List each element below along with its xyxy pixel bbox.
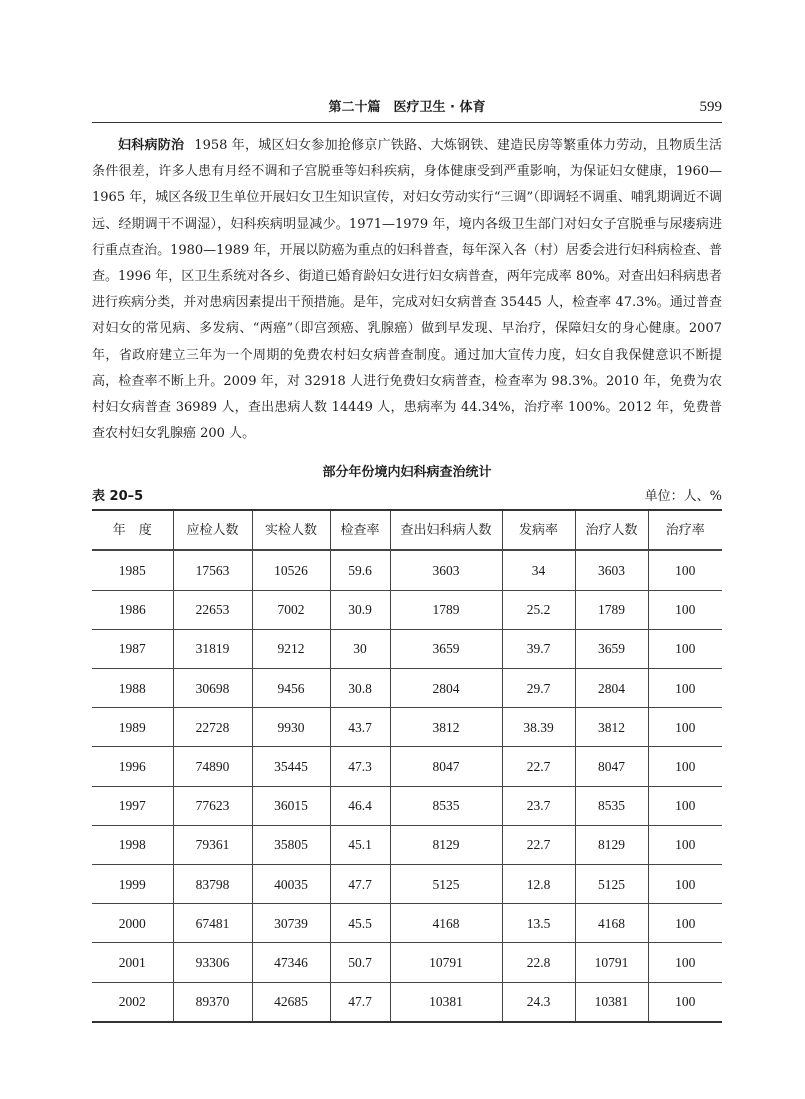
section-lead-heading: 妇科病防治 [118,138,185,153]
table-cell: 67481 [173,904,252,943]
table-cell: 3603 [390,550,502,590]
table-cell: 22653 [173,590,252,629]
table-cell: 2000 [92,904,173,943]
table-cell: 1999 [92,864,173,903]
table-cell: 2002 [92,982,173,1022]
page [92,0,722,1023]
table-row [92,590,722,629]
table-cell: 8535 [390,786,502,825]
column-header: 实检人数 [252,510,330,550]
table-unit: 单位：人、% [644,489,722,505]
table-cell: 3812 [390,708,502,747]
table-cell: 47346 [252,943,330,982]
table-cell: 100 [648,669,722,708]
table-cell: 25.2 [502,590,575,629]
table-title: 部分年份境内妇科病查治统计 [322,465,492,481]
table-cell: 23.7 [502,786,575,825]
table-cell: 89370 [173,982,252,1022]
table-cell: 100 [648,943,722,982]
table-cell: 5125 [390,864,502,903]
table-cell: 3812 [575,708,648,747]
table-cell: 100 [648,708,722,747]
table-cell: 1985 [92,550,173,590]
table-cell: 31819 [173,629,252,668]
table-cell: 9456 [252,669,330,708]
table-cell: 10381 [575,982,648,1022]
table-cell: 1987 [92,629,173,668]
table-cell: 59.6 [330,550,390,590]
table-cell: 30.9 [330,590,390,629]
table-cell: 1986 [92,590,173,629]
column-header: 治疗人数 [575,510,648,550]
table-cell: 100 [648,747,722,786]
column-header: 应检人数 [173,510,252,550]
table-cell: 46.4 [330,786,390,825]
table-caption-row [92,487,722,507]
table-cell: 30739 [252,904,330,943]
table-cell: 30 [330,629,390,668]
column-header: 检查率 [330,510,390,550]
table-cell: 12.8 [502,864,575,903]
table-cell: 5125 [575,864,648,903]
table-cell: 45.5 [330,904,390,943]
table-row [92,825,722,864]
table-cell: 42685 [252,982,330,1022]
table-cell: 2804 [575,669,648,708]
table-cell: 2804 [390,669,502,708]
table-cell: 8047 [390,747,502,786]
table-cell: 8047 [575,747,648,786]
table-cell: 29.7 [502,669,575,708]
column-header: 发病率 [502,510,575,550]
table-cell: 47.7 [330,982,390,1022]
table-cell: 1996 [92,747,173,786]
table-cell: 47.3 [330,747,390,786]
table-cell: 1989 [92,708,173,747]
table-cell: 100 [648,825,722,864]
table-row [92,982,722,1022]
table-cell: 40035 [252,864,330,903]
table-cell: 100 [648,590,722,629]
table-cell: 100 [648,786,722,825]
table-cell: 35445 [252,747,330,786]
paragraph-text: 1958 年，城区妇女参加抢修京广铁路、大炼钢铁、建造民房等繁重体力劳动，且物质生活条件很差，许多人患有月经不调和子宫脱垂等妇科疾病，身体健康受到严重影响，为保证妇女健康，1960—1965 年，城区各级卫生单位开展妇女卫生知识宣传，对妇女劳动实行“三调”（即调轻不调重、哺乳期调近不调远、经期调干不调湿），妇科疾病明显减少。1971—1979 年，境内各级卫生部门对妇女子宫脱垂与尿瘘病进行重点查治。1980—1989 年，开展以防癌为重点的妇科普查，每年深入各（村）居委会进行妇科病检查、普查。1996 年，区卫生系统对各乡、街道已婚育龄妇女进行妇女病普查，两年完成率 80%。对查出妇科病患者进行疾病分类，并对患病因素提出干预措施。是年，完成对妇女病普查 35445 人，检查率 47.3%。通过普查对妇女的常见病、多发病、“两癌”（即宫颈癌、乳腺癌）做到早发现、早治疗，保障妇女的身心健康。2007 年，省政府建立三年为一个周期的免费农村妇女病普查制度。通过加大宣传力度，妇女自我保健意识不断提高，检查率不断上升。2009 年，对 32918 人进行免费妇女病普查，检查率为 98.3%。2010 年，免费为农村妇女病普查 36989 人，查出患病人数 14449 人，患病率为 44.34%，治疗率 100%。2012 年，免费普查农村妇女乳腺癌 200 人。 [92,138,722,442]
table-cell: 93306 [173,943,252,982]
table-cell: 1997 [92,786,173,825]
table-cell: 38.39 [502,708,575,747]
table-cell: 50.7 [330,943,390,982]
table-cell: 47.7 [330,864,390,903]
table-cell: 1988 [92,669,173,708]
table-cell: 1998 [92,825,173,864]
table-cell: 22728 [173,708,252,747]
table-cell: 79361 [173,825,252,864]
table-cell: 4168 [575,904,648,943]
table-cell: 8129 [390,825,502,864]
table-cell: 8535 [575,786,648,825]
table-row [92,747,722,786]
table-cell: 8129 [575,825,648,864]
table-cell: 10791 [390,943,502,982]
table-cell: 7002 [252,590,330,629]
column-header: 年 度 [92,510,173,550]
table-cell: 10381 [390,982,502,1022]
table-cell: 45.1 [330,825,390,864]
table-cell: 36015 [252,786,330,825]
table-cell: 22.7 [502,825,575,864]
table-cell: 10791 [575,943,648,982]
table-header-row [92,510,722,550]
table-row [92,550,722,590]
table-cell: 43.7 [330,708,390,747]
table-cell: 100 [648,982,722,1022]
table-cell: 74890 [173,747,252,786]
table-cell: 77623 [173,786,252,825]
table-cell: 24.3 [502,982,575,1022]
table-cell: 83798 [173,864,252,903]
body-paragraph [92,133,722,447]
table-cell: 13.5 [502,904,575,943]
table-row [92,943,722,982]
table-row [92,669,722,708]
table-row [92,629,722,668]
table-number: 表 20–5 [92,489,144,505]
table-row [92,904,722,943]
table-cell: 3659 [390,629,502,668]
table-body [92,550,722,1021]
table-cell: 35805 [252,825,330,864]
page-number: 599 [699,99,722,115]
table-cell: 9212 [252,629,330,668]
table-cell: 9930 [252,708,330,747]
table-cell: 2001 [92,943,173,982]
table-row [92,864,722,903]
table-cell: 10526 [252,550,330,590]
table-cell: 22.7 [502,747,575,786]
table-cell: 4168 [390,904,502,943]
table-cell: 1789 [575,590,648,629]
table-cell: 100 [648,629,722,668]
table-cell: 100 [648,550,722,590]
column-header: 治疗率 [648,510,722,550]
header-rule [92,122,722,123]
table-cell: 3659 [575,629,648,668]
table-row [92,708,722,747]
running-head [92,96,722,120]
column-header: 查出妇科病人数 [390,510,502,550]
table-cell: 17563 [173,550,252,590]
table-cell: 3603 [575,550,648,590]
table-row [92,786,722,825]
statistics-table [92,509,722,1022]
table-cell: 30698 [173,669,252,708]
table-cell: 100 [648,864,722,903]
table-cell: 1789 [390,590,502,629]
table-cell: 100 [648,904,722,943]
table-cell: 39.7 [502,629,575,668]
table-cell: 34 [502,550,575,590]
table-cell: 22.8 [502,943,575,982]
chapter-title: 第二十篇 医疗卫生 · 体育 [328,100,486,115]
table-cell: 30.8 [330,669,390,708]
